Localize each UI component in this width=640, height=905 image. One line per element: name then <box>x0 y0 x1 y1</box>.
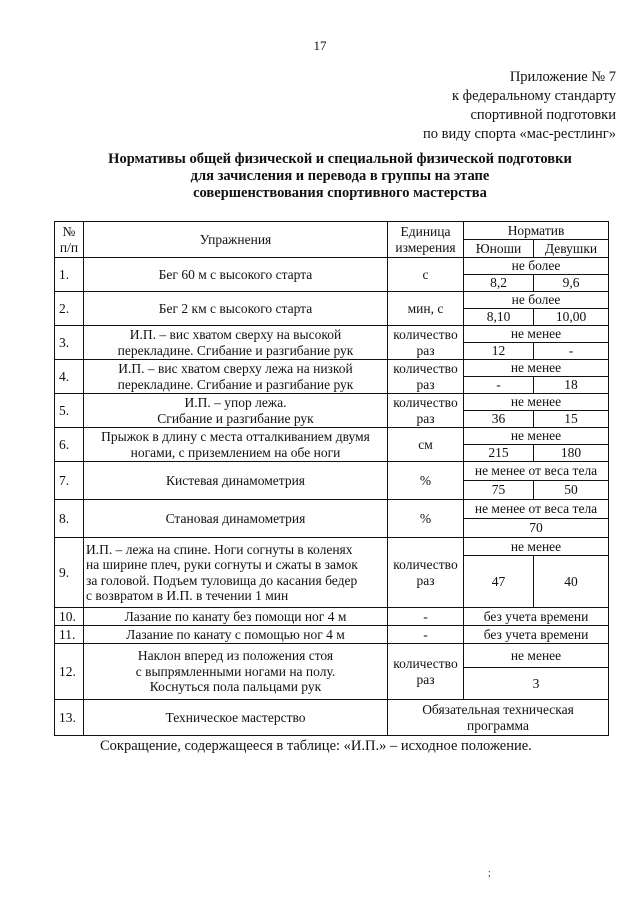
row-qualifier: не менее <box>464 394 609 411</box>
row-exercise: Наклон вперед из положения стоя с выпрямленными ногами на полу. Коснуться пола пальцами рук <box>84 644 388 700</box>
value-boys: 12 <box>464 343 534 360</box>
row-exercise: Становая динамометрия <box>84 500 388 538</box>
value-boys: 8,10 <box>464 309 534 326</box>
row-num: 9. <box>55 538 84 608</box>
table-row <box>55 538 609 556</box>
table-row <box>55 700 609 736</box>
table-row <box>55 608 609 626</box>
table-row <box>55 258 609 275</box>
row-num: 6. <box>55 428 84 462</box>
row-unit: % <box>388 500 464 538</box>
appendix-block <box>423 68 616 144</box>
row-qualifier: не менее <box>464 326 609 343</box>
row-qualifier: не менее <box>464 644 609 668</box>
table-header-row <box>55 222 609 240</box>
row-exercise: Кистевая динамометрия <box>84 462 388 500</box>
row-num: 12. <box>55 644 84 700</box>
row-norm: без учета времени <box>464 608 609 626</box>
header-boys: Юноши <box>464 240 534 258</box>
document-title: Нормативы общей физической и специальной физической подготовки для зачисления и перевода в группы на этапе совершенствования спортивного мастерства <box>108 151 572 201</box>
row-num: 7. <box>55 462 84 500</box>
value-girls: - <box>534 343 609 360</box>
row-unit: - <box>388 626 464 644</box>
value-girls: 18 <box>534 377 609 394</box>
row-exercise: И.П. – лежа на спине. Ноги согнуты в коленях на ширине плеч, руки согнуты и сжаты в замок за головой. Подъем туловища до касания бедер с возвратом в И.П. в течении 1 мин <box>84 538 388 608</box>
row-exercise: И.П. – вис хватом сверху на высокой перекладине. Сгибание и разгибание рук <box>84 326 388 360</box>
value-girls: 10,00 <box>534 309 609 326</box>
row-qualifier: не более <box>464 292 609 309</box>
table-row <box>55 500 609 519</box>
row-qualifier: не более <box>464 258 609 275</box>
table-row <box>55 292 609 309</box>
header-norm: Норматив <box>464 222 609 240</box>
value-boys: 47 <box>464 556 534 608</box>
row-exercise: Бег 60 м с высокого старта <box>84 258 388 292</box>
row-num: 10. <box>55 608 84 626</box>
table-row <box>55 394 609 411</box>
value-boys: - <box>464 377 534 394</box>
appendix-line: по виду спорта «мас-рестлинг» <box>422 126 616 142</box>
row-exercise: Лазание по канату без помощи ног 4 м <box>84 608 388 626</box>
value-girls: 15 <box>534 411 609 428</box>
value-girls: 40 <box>534 556 609 608</box>
row-qualifier: не менее <box>464 428 609 445</box>
table-row <box>55 326 609 343</box>
row-qualifier: не менее <box>464 538 609 556</box>
row-unit: количество раз <box>388 360 464 394</box>
row-unit: - <box>388 608 464 626</box>
row-unit: с <box>388 258 464 292</box>
row-unit: количество раз <box>388 538 464 608</box>
row-exercise: Прыжок в длину с места отталкиванием двумя ногами, с приземлением на обе ноги <box>84 428 388 462</box>
row-num: 2. <box>55 292 84 326</box>
row-qualifier: не менее <box>464 360 609 377</box>
row-unit: % <box>388 462 464 500</box>
value-boys: 75 <box>464 481 534 500</box>
value-girls: 180 <box>534 445 609 462</box>
value-both: 3 <box>464 668 609 700</box>
header-unit: Единица измерения <box>388 222 464 258</box>
table-row <box>55 428 609 445</box>
appendix-line: спортивной подготовки <box>470 107 616 123</box>
value-both: 70 <box>464 519 609 538</box>
table-row <box>55 626 609 644</box>
row-num: 3. <box>55 326 84 360</box>
row-num: 13. <box>55 700 84 736</box>
row-unit: количество раз <box>388 394 464 428</box>
row-num: 1. <box>55 258 84 292</box>
row-exercise: И.П. – упор лежа. Сгибание и разгибание рук <box>84 394 388 428</box>
norms-table <box>54 221 609 736</box>
table-row <box>55 462 609 481</box>
row-qualifier: не менее от веса тела <box>464 500 609 519</box>
header-girls: Девушки <box>534 240 609 258</box>
footnote: Сокращение, содержащееся в таблице: «И.П.» – исходное положение. <box>100 738 532 754</box>
row-exercise: Техническое мастерство <box>84 700 388 736</box>
appendix-line: Приложение № 7 <box>509 69 616 85</box>
value-boys: 215 <box>464 445 534 462</box>
row-num: 4. <box>55 360 84 394</box>
header-num: № п/п <box>55 222 84 258</box>
page-number: 17 <box>313 38 327 53</box>
row-norm: без учета времени <box>464 626 609 644</box>
value-boys: 8,2 <box>464 275 534 292</box>
scan-mark: ; <box>488 868 491 879</box>
row-unit: мин, с <box>388 292 464 326</box>
row-num: 5. <box>55 394 84 428</box>
row-exercise: Бег 2 км с высокого старта <box>84 292 388 326</box>
row-unit: см <box>388 428 464 462</box>
appendix-line: к федеральному стандарту <box>452 88 616 104</box>
row-unit: количество раз <box>388 326 464 360</box>
value-girls: 9,6 <box>534 275 609 292</box>
value-girls: 50 <box>534 481 609 500</box>
row-qualifier: не менее от веса тела <box>464 462 609 481</box>
table-row <box>55 644 609 668</box>
row-num: 8. <box>55 500 84 538</box>
row-norm: Обязательная техническая программа <box>388 700 609 736</box>
row-exercise: И.П. – вис хватом сверху лежа на низкой перекладине. Сгибание и разгибание рук <box>84 360 388 394</box>
row-num: 11. <box>55 626 84 644</box>
row-unit: количество раз <box>388 644 464 700</box>
header-exercise: Упражнения <box>84 222 388 258</box>
table-row <box>55 360 609 377</box>
row-exercise: Лазание по канату с помощью ног 4 м <box>84 626 388 644</box>
value-boys: 36 <box>464 411 534 428</box>
